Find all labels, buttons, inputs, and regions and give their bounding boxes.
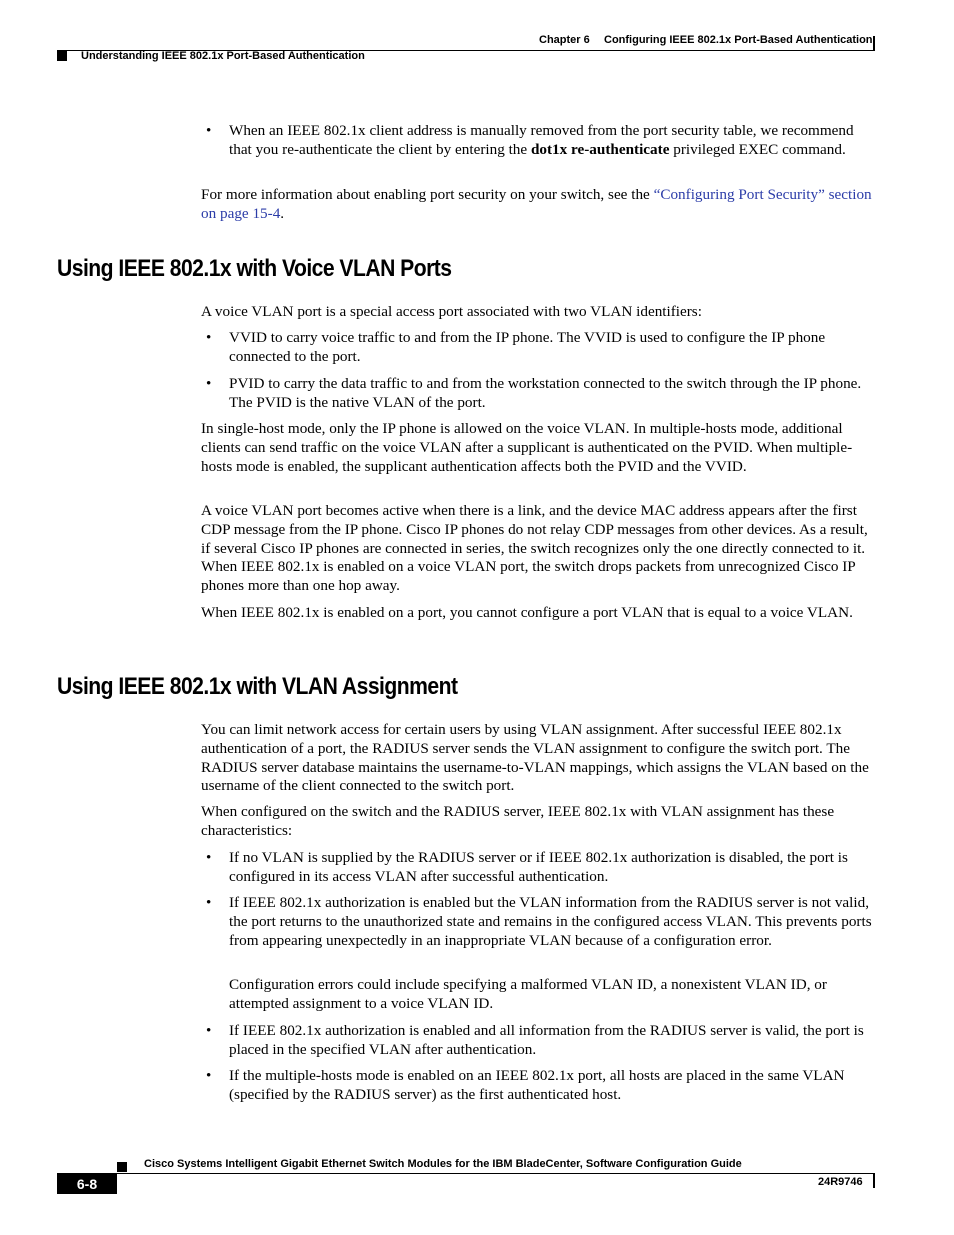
bullet-marker: • (206, 1022, 212, 1039)
footer-guide-title: Cisco Systems Intelligent Gigabit Ethernet Switch Modules for the IBM BladeCenter, Software Configuration Guide (144, 1158, 742, 1170)
vlan-assign-bullet-no-vlan: If no VLAN is supplied by the RADIUS server or if IEEE 802.1x authorization is disabled, the port is configured in its access VLAN after successful authentication. (229, 849, 848, 885)
page-number: 6-8 (57, 1174, 117, 1194)
voice-vlan-intro: A voice VLAN port is a special access port associated with two VLAN identifiers: (201, 303, 702, 320)
bullet-marker: • (206, 122, 212, 139)
bullet-marker: • (206, 1067, 212, 1084)
voice-vlan-single-host: In single-host mode, only the IP phone is allowed on the voice VLAN. In multiple-hosts mode, additional clients can send traffic on the voice VLAN after a supplicant is authenticated on the PVID. When multiple-hosts mode is enabled, the supplicant authentication affects both the PVID and the VVID. (201, 420, 853, 475)
bullet-marker: • (206, 849, 212, 866)
vlan-assign-intro: You can limit network access for certain users by using VLAN assignment. After successful IEEE 802.1x authentication of a port, the RADIUS server sends the VLAN assignment to configure the switch port. The RADIUS server database maintains the username-to-VLAN mappings, which assigns the VLAN based on the username of the client connected to the switch port. (201, 721, 869, 795)
intro-bullet-post: privileged EXEC command. (669, 140, 846, 158)
voice-vlan-bullet-vvid: VVID to carry voice traffic to and from the IP phone. The VVID is used to configure the IP phone connected to the port. (229, 329, 826, 365)
voice-vlan-active: A voice VLAN port becomes active when there is a link, and the device MAC address appears after the first CDP message from the IP phone. Cisco IP phones do not relay CDP messages from other devices. As a result, if several Cisco IP phones are connected in series, the switch recognizes only the one directly connected to it. When IEEE 802.1x is enabled on a voice VLAN port, the switch drops packets from unrecognized Cisco IP phones more than one hop away. (201, 502, 868, 595)
voice-vlan-restriction: When IEEE 802.1x is enabled on a port, you cannot configure a port VLAN that is equal to a voice VLAN. (201, 604, 853, 621)
vlan-assign-bullet-valid: If IEEE 802.1x authorization is enabled and all information from the RADIUS server is valid, the port is placed in the specified VLAN after authentication. (229, 1022, 864, 1058)
intro-bullet-pre: When an IEEE 802.1x client address is manually removed from the port security table, we recommend that you re-authenticate the client by entering the (229, 122, 854, 158)
voice-vlan-bullet-pvid: PVID to carry the data traffic to and from the workstation connected to the switch through the IP phone. The PVID is the native VLAN of the port. (229, 375, 862, 411)
header-chapter: Chapter 6 (539, 34, 590, 46)
bullet-marker: • (206, 375, 212, 392)
more-info-post: . (280, 204, 285, 222)
footer-doc-number: 24R9746 (818, 1176, 863, 1188)
intro-bullet (229, 122, 875, 160)
vlan-assign-bullet-multi-host: If the multiple-hosts mode is enabled on an IEEE 802.1x port, all hosts are placed in the same VLAN (specified by the RADIUS server) as the first authenticated host. (229, 1067, 845, 1103)
vlan-assign-characteristics: When configured on the switch and the RADIUS server, IEEE 802.1x with VLAN assignment has these characteristics: (201, 803, 835, 839)
header-section-running: Understanding IEEE 802.1x Port-Based Authentication (81, 50, 365, 62)
vlan-assign-bullet-invalid: If IEEE 802.1x authorization is enabled but the VLAN information from the RADIUS server is not valid, the port returns to the unauthorized state and remains in the configured access VLAN. This prevents ports from appearing unexpectedly in an inappropriate VLAN because of a configuration error. (229, 894, 872, 949)
more-info-pre: For more information about enabling port security on your switch, see the (201, 186, 654, 203)
header-vertical-bar (873, 36, 875, 51)
port-security-link[interactable]: “Configuring Port Security” section on page 15-4 (201, 186, 872, 222)
section-title-vlan-assignment: Using IEEE 802.1x with VLAN Assignment (57, 673, 458, 700)
header-marker-block (57, 51, 67, 61)
bullet-marker: • (206, 329, 212, 346)
footer-vertical-bar (873, 1174, 875, 1188)
more-info-paragraph (201, 186, 875, 224)
command-dot1x-reauth: dot1x re-authenticate (530, 140, 670, 158)
bullet-marker: • (206, 894, 212, 911)
footer-marker-block (117, 1162, 127, 1172)
footer-rule (57, 1173, 875, 1174)
section-title-voice-vlan: Using IEEE 802.1x with Voice VLAN Ports (57, 255, 452, 282)
header-chapter-title: Configuring IEEE 802.1x Port-Based Authentication (604, 34, 873, 46)
vlan-assign-bullet-invalid-cont: Configuration errors could include specifying a malformed VLAN ID, a nonexistent VLAN ID, or attempted assignment to a voice VLAN ID. (229, 976, 827, 1012)
